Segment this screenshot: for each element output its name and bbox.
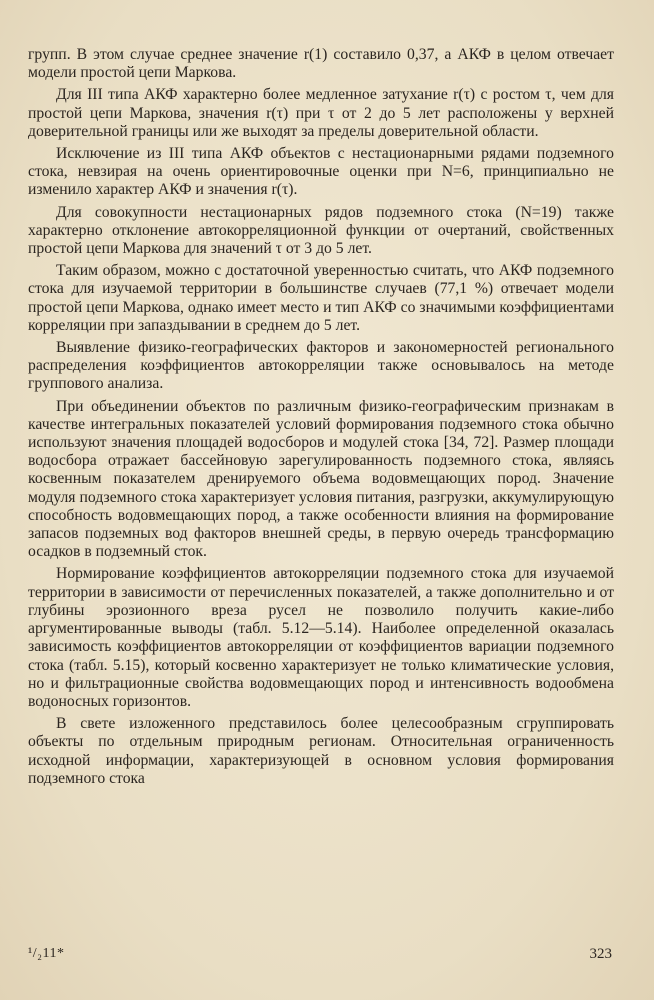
printer-signature: ¹/₂11* xyxy=(28,946,65,961)
paragraph-2: Для III типа АКФ характерно более медленное затухание r(τ) с ростом τ, чем для простой цепи Маркова, значения r(τ) при τ от 2 до 5 лет расположены у верхней доверительной границы или же выходят за пределы доверительной области. xyxy=(28,86,614,140)
body-text xyxy=(28,46,614,792)
paragraph-4: Для совокупности нестационарных рядов подземного стока (N=19) также характерно отклонение автокорреляционной функции от очертаний, свойственных простой цепи Маркова для значений τ от 3 до 5 лет. xyxy=(28,203,614,258)
paragraph-6: Выявление физико-географических факторов и закономерностей регионального распределения коэффициентов автокорреляции также основывалось на методе группового анализа. xyxy=(28,339,614,393)
paragraph-3: Исключение из III типа АКФ объектов с нестационарными рядами подземного стока, невзирая на очень ориентировочные оценки при N=6, принципиально не изменило характер АКФ и значения r(τ). xyxy=(28,145,614,199)
paragraph-7: При объединении объектов по различным физико-географическим признакам в качестве интегральных показателей условий формирования подземного стока обычно используют значения площадей водосборов и модулей стока [34, 72]. Размер площади водосбора отражает бассейновую зарегулированность подземного стока, являясь косвенным показателем дренируемого объема водовмещающих пород. Значение модуля подземного стока характеризует условия питания, разгрузки, аккумулирующую способность водовмещающих пород, а также особенности влияния на формирование запасов подземных вод факторов внешней среды, в первую очередь трансформацию осадков в подземный сток. xyxy=(28,397,614,561)
paragraph-5: Таким образом, можно с достаточной уверенностью считать, что АКФ подземного стока для изучаемой территории в большинстве случаев (77,1 %) отвечает модели простой цепи Маркова, однако имеет место и тип АКФ со значимыми коэффициентами корреляции при запаздывании в среднем до 5 лет. xyxy=(28,262,614,334)
paragraph-1: групп. В этом случае среднее значение r(1) составило 0,37, а АКФ в целом отвечает модели простой цепи Маркова. xyxy=(28,46,614,82)
page-number: 323 xyxy=(589,946,612,962)
paragraph-8: Нормирование коэффициентов автокорреляции подземного стока для изучаемой территории в зависимости от перечисленных показателей, а также дополнительно и от глубины эрозионного вреза русел не позволило получить какие-либо аргументированные выводы (табл. 5.12—5.14). Наиболее определенной оказалась зависимость коэффициентов автокорреляции от коэффициентов вариации подземного стока (табл. 5.15), который косвенно характеризует не только климатические условия, но и фильтрационные свойства водовмещающих пород и интенсивность водообмена водоносных горизонтов. xyxy=(28,565,614,710)
paragraph-9: В свете изложенного представилось более целесообразным сгруппировать объекты по отдельным природным регионам. Относительная ограниченность исходной информации, характеризующей в основном условия формирования подземного стока xyxy=(28,715,614,787)
